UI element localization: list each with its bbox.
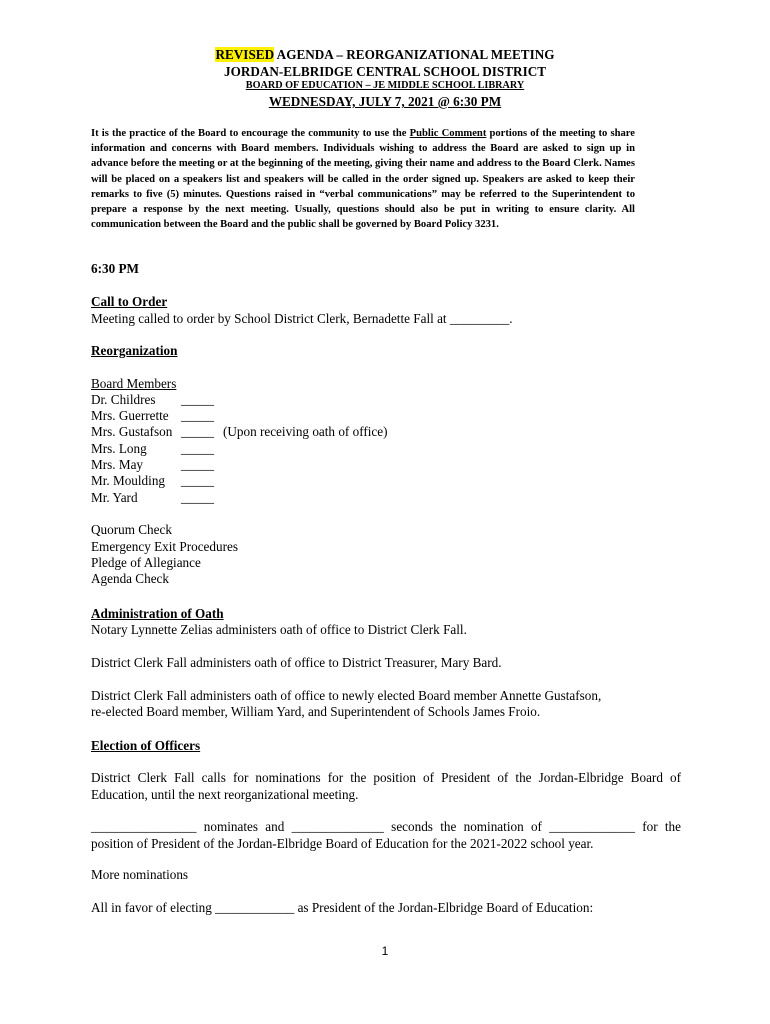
- member-note: (Upon receiving oath of office): [222, 424, 388, 439]
- member-row: [91, 441, 214, 457]
- member-blank: _____: [181, 392, 214, 407]
- district-name: JORDAN-ELBRIDGE CENTRAL SCHOOL DISTRICT: [223, 64, 547, 79]
- public-comment-paragraph: [91, 126, 635, 232]
- member-row: [91, 408, 214, 424]
- member-name: Mr. Yard: [91, 490, 138, 505]
- member-blank: _____: [181, 473, 214, 488]
- call-to-order-text: Meeting called to order by School District Clerk, Bernadette Fall at _________.: [91, 311, 513, 326]
- public-comment-term: Public Comment: [409, 128, 487, 139]
- election-heading: Election of Officers: [91, 738, 201, 753]
- board-location: BOARD OF EDUCATION – JE MIDDLE SCHOOL LIBRARY: [245, 80, 525, 91]
- oath-line: re-elected Board member, William Yard, and Superintendent of Schools James Froio.: [91, 704, 541, 719]
- member-row: [91, 424, 388, 440]
- intro-text-start: It is the practice of the Board to encourage the community to use the: [91, 128, 410, 139]
- agenda-title-text: AGENDA – REORGANIZATIONAL MEETING: [274, 47, 555, 62]
- member-name: Mrs. Guerrette: [91, 408, 169, 423]
- agenda-title: [0, 47, 770, 63]
- member-row: [91, 392, 214, 408]
- member-blank: _____: [181, 424, 214, 439]
- oath-line: Notary Lynnette Zelias administers oath of office to District Clerk Fall.: [91, 622, 467, 637]
- member-blank: _____: [181, 457, 214, 472]
- call-to-order-heading: Call to Order: [91, 294, 168, 309]
- member-row: [91, 473, 214, 489]
- more-nominations: More nominations: [91, 867, 189, 882]
- meeting-time: 6:30 PM: [91, 261, 139, 276]
- member-row: [91, 457, 214, 473]
- member-blank: _____: [181, 490, 214, 505]
- meeting-date: WEDNESDAY, JULY 7, 2021 @ 6:30 PM: [268, 94, 502, 109]
- oath-heading: Administration of Oath: [91, 606, 224, 621]
- board-members-heading: Board Members: [91, 376, 177, 391]
- pledge-of-allegiance: Pledge of Allegiance: [91, 555, 201, 570]
- election-paragraph: District Clerk Fall calls for nominations for the position of President of the Jordan-Elbridge Board of Education, until the next reorganizational meeting.: [91, 770, 681, 802]
- member-row: [91, 490, 214, 506]
- agenda-check: Agenda Check: [91, 571, 169, 586]
- quorum-check: Quorum Check: [91, 522, 172, 537]
- member-blank: _____: [181, 408, 214, 423]
- reorganization-heading: Reorganization: [91, 343, 178, 358]
- member-blank: _____: [181, 441, 214, 456]
- member-name: Mrs. May: [91, 457, 144, 472]
- intro-text-end: portions of the meeting to share information and concerns with Board members. Individuals wishing to address the Board are asked to sign up in advance before the meeting or at the beginning of the meeting, giving their name and address to the Board Clerk. Names will be placed on a speakers list and speakers will be called in the order signed up. Speakers are asked to keep their remarks to five (5) minutes. Questions raised in “verbal communications” may be referred to the Superintendent to prepare a response by the next meeting. Usually, questions should also be put in writing to ensure clarity. All communication between the Board and the public shall be governed by Board Policy 3231.: [91, 128, 636, 231]
- favor-line: All in favor of electing ____________ as President of the Jordan-Elbridge Board of Education:: [91, 900, 594, 915]
- revised-highlight: REVISED: [215, 47, 275, 62]
- member-name: Dr. Childres: [91, 392, 156, 407]
- emergency-exit-procedures: Emergency Exit Procedures: [91, 539, 238, 554]
- oath-line: District Clerk Fall administers oath of office to District Treasurer, Mary Bard.: [91, 655, 502, 670]
- page-number: 1: [381, 944, 389, 958]
- oath-line: District Clerk Fall administers oath of office to newly elected Board member Annette Gustafson,: [91, 688, 602, 703]
- member-name: Mr. Moulding: [91, 473, 166, 488]
- nomination-paragraph: ________________ nominates and ______________ seconds the nomination of _____________ for the position of President of the Jordan-Elbridge Board of Education for the 2021-2022 school year.: [91, 819, 681, 851]
- member-name: Mrs. Gustafson: [91, 424, 173, 439]
- member-name: Mrs. Long: [91, 441, 147, 456]
